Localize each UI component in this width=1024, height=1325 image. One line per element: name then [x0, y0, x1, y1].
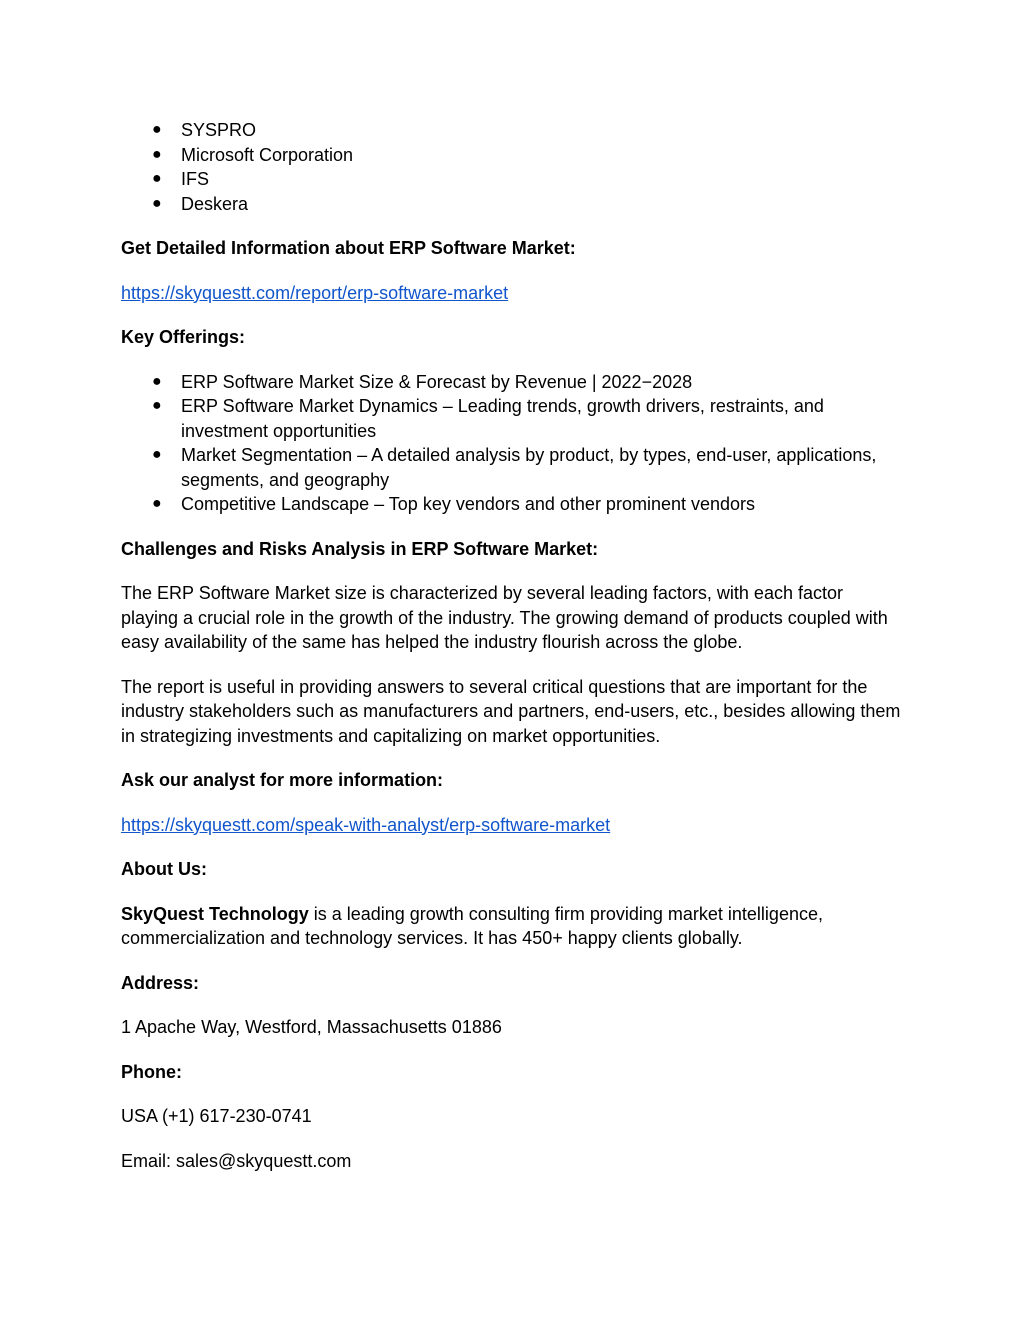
- list-item: ● Microsoft Corporation: [121, 143, 901, 168]
- bullet-icon: ●: [152, 145, 162, 163]
- report-link[interactable]: https://skyquestt.com/report/erp-software-market: [121, 282, 509, 303]
- challenges-paragraph-1: The ERP Software Market size is characterized by several leading factors, with each factor playing a crucial role in the growth of the industry. The growing demand of products coupled with easy availability of the same has helped the industry flourish across the globe.: [121, 583, 888, 652]
- document-page: [121, 118, 901, 1173]
- offerings-list: [121, 370, 901, 517]
- bullet-icon: ●: [152, 170, 162, 187]
- about-paragraph: SkyQuest Technology is a leading growth consulting firm providing market intelligence, commercialization and technology services. It has 450+ happy clients globally.: [121, 903, 823, 948]
- address-heading: Address:: [121, 972, 200, 993]
- company-name: SkyQuest Technology: [121, 903, 309, 924]
- bullet-icon: ●: [152, 495, 162, 512]
- list-item: ● Competitive Landscape – Top key vendors and other prominent vendors: [121, 492, 901, 517]
- vendor-list: [121, 118, 901, 216]
- phone-text: USA (+1) 617-230-0741: [121, 1106, 312, 1126]
- list-item: ● IFS: [121, 167, 901, 192]
- bullet-icon: ●: [152, 194, 162, 212]
- bullet-icon: ●: [152, 121, 162, 138]
- phone-heading: Phone:: [121, 1061, 182, 1082]
- challenges-paragraph-2: The report is useful in providing answers to several critical questions that are important for the industry stakeholders such as manufacturers and partners, end-users, etc., besides allowing them in strategizing investments and capitalizing on market opportunities.: [121, 676, 901, 746]
- email-text: Email: sales@skyquestt.com: [121, 1150, 352, 1171]
- detail-heading: Get Detailed Information about ERP Software Market:: [121, 238, 576, 258]
- analyst-link[interactable]: https://skyquestt.com/speak-with-analyst/erp-software-market: [121, 814, 611, 835]
- bullet-icon: ●: [152, 372, 162, 390]
- about-heading: About Us:: [121, 859, 207, 879]
- list-item: ● Deskera: [121, 192, 901, 217]
- bullet-icon: ●: [152, 397, 162, 414]
- list-item: ● Market Segmentation – A detailed analysis by product, by types, end-user, applications, segments, and geography: [152, 445, 877, 490]
- list-item: ● SYSPRO: [121, 118, 901, 143]
- address-text: 1 Apache Way, Westford, Massachusetts 01886: [121, 1017, 502, 1037]
- list-item: ● ERP Software Market Dynamics – Leading trends, growth drivers, restraints, and investment opportunities: [152, 396, 824, 441]
- challenges-heading: Challenges and Risks Analysis in ERP Software Market:: [121, 538, 599, 559]
- offerings-heading: Key Offerings:: [121, 327, 246, 347]
- analyst-heading: Ask our analyst for more information:: [121, 770, 444, 790]
- list-item: ● ERP Software Market Size & Forecast by Revenue | 2022−2028: [121, 370, 901, 395]
- bullet-icon: ●: [152, 446, 162, 463]
